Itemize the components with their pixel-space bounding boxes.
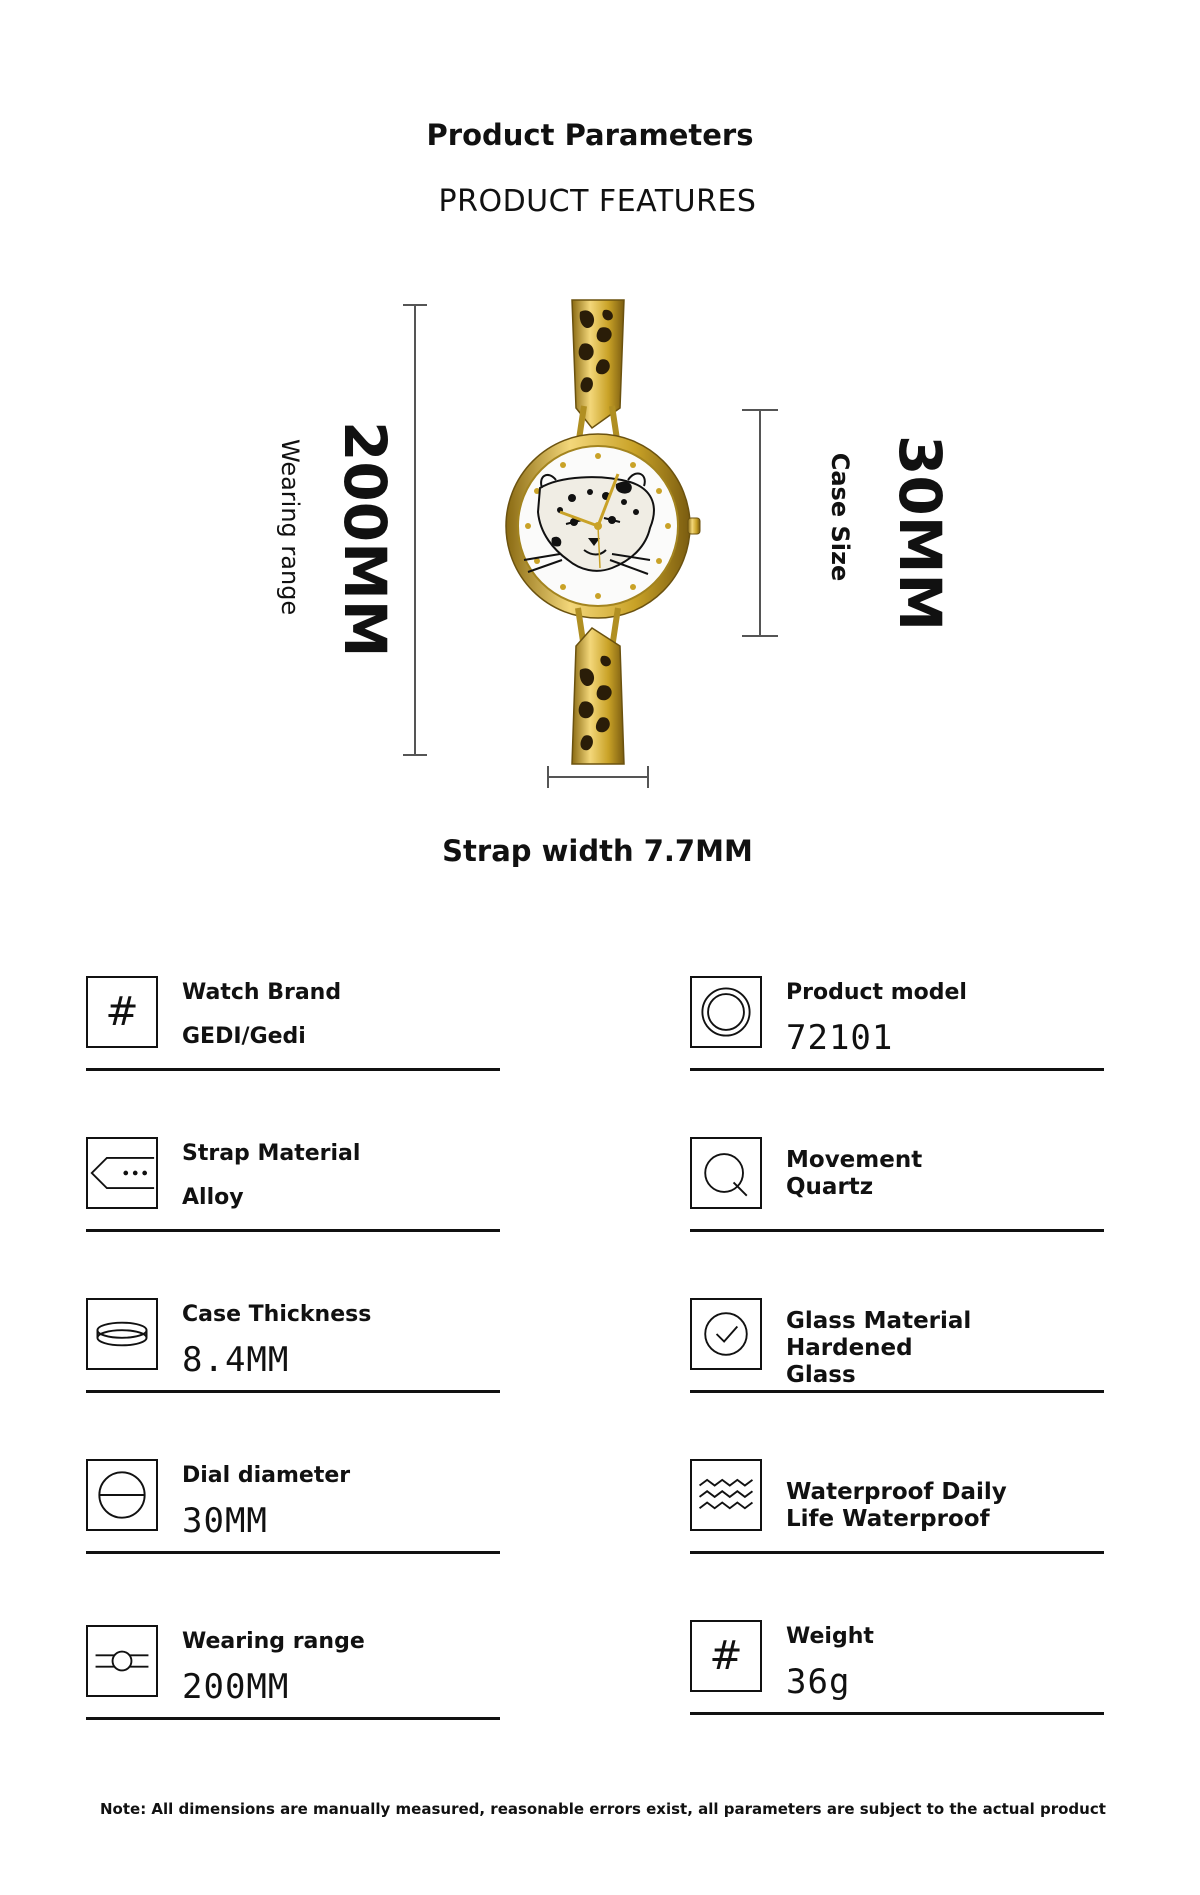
glass-material-value-2: Glass: [786, 1362, 856, 1388]
waterproof-text: [786, 1479, 1007, 1533]
wearing-range-dimension-line: [400, 300, 430, 760]
page-subtitle: PRODUCT FEATURES: [438, 184, 757, 219]
waves-icon: [690, 1459, 762, 1531]
strap-width-label: Strap width 7.7MM: [442, 834, 753, 868]
watch-image: [500, 298, 720, 768]
spec-glass-material: [690, 1298, 1104, 1388]
hash-icon: [86, 976, 158, 1048]
wearing-range-label: Wearing range: [276, 439, 304, 616]
waterproof-line-2: Life Waterproof: [786, 1506, 990, 1532]
svg-text:#: #: [105, 989, 139, 1036]
wearing-range-value: 200MM: [331, 421, 399, 658]
watch-brand-label: Watch Brand: [182, 980, 342, 1005]
divider: [690, 1390, 1104, 1393]
waterproof-line-1: Waterproof Daily: [786, 1479, 1007, 1505]
divider: [86, 1551, 500, 1554]
divider: [690, 1551, 1104, 1554]
spec-watch-brand: [86, 976, 500, 1058]
spec-strap-material: [86, 1137, 500, 1219]
footer-note: Note: All dimensions are manually measured, reasonable errors exist, all parameters are subject to the actual product: [100, 1800, 1106, 1818]
divider: [690, 1068, 1104, 1071]
movement-label: Movement: [786, 1147, 923, 1173]
spec-wearing-range: [86, 1625, 500, 1707]
product-model-label: Product model: [786, 980, 967, 1005]
weight-value: 36g: [786, 1662, 851, 1702]
spec-dial-diameter: [86, 1459, 500, 1541]
case-size-dimension-line: [740, 405, 780, 641]
divider: [86, 1068, 500, 1071]
divider: [86, 1229, 500, 1232]
strap-icon: [86, 1137, 158, 1209]
strap-material-label: Strap Material: [182, 1141, 361, 1166]
dial-diameter-value: 30MM: [182, 1501, 268, 1541]
glass-material-value-1: Hardened: [786, 1335, 913, 1361]
divider: [690, 1229, 1104, 1232]
movement-value: Quartz: [786, 1174, 874, 1200]
spec-movement: [690, 1137, 1104, 1219]
case-thickness-label: Case Thickness: [182, 1302, 372, 1327]
movement-text: [786, 1147, 922, 1201]
divider: [86, 1717, 500, 1720]
svg-text:#: #: [709, 1633, 743, 1680]
divider: [690, 1712, 1104, 1715]
wearing-range-spec-value: 200MM: [182, 1667, 290, 1707]
hash-icon: [690, 1620, 762, 1692]
quartz-q-icon: [690, 1137, 762, 1209]
strap-width-dimension-line: [546, 764, 650, 790]
divider: [86, 1390, 500, 1393]
wearing-range-spec-label: Wearing range: [182, 1629, 365, 1654]
case-thickness-icon: [86, 1298, 158, 1370]
strap-material-value: Alloy: [182, 1185, 244, 1210]
weight-label: Weight: [786, 1624, 874, 1649]
case-size-label: Case Size: [826, 452, 854, 582]
spec-waterproof: [690, 1459, 1104, 1541]
glass-material-text: [786, 1308, 971, 1389]
spec-product-model: [690, 976, 1104, 1058]
watch-brand-value: GEDI/Gedi: [182, 1024, 306, 1049]
dial-diameter-label: Dial diameter: [182, 1463, 351, 1488]
case-thickness-value: 8.4MM: [182, 1340, 290, 1380]
concentric-circles-icon: [690, 976, 762, 1048]
glass-material-label: Glass Material: [786, 1308, 972, 1334]
dial-diameter-icon: [86, 1459, 158, 1531]
clock-check-icon: [690, 1298, 762, 1370]
product-model-value: 72101: [786, 1018, 894, 1058]
spec-weight: [690, 1620, 1104, 1702]
case-size-value: 30MM: [886, 435, 954, 632]
page-title: Product Parameters: [426, 118, 754, 152]
spec-case-thickness: [86, 1298, 500, 1380]
wrist-range-icon: [86, 1625, 158, 1697]
